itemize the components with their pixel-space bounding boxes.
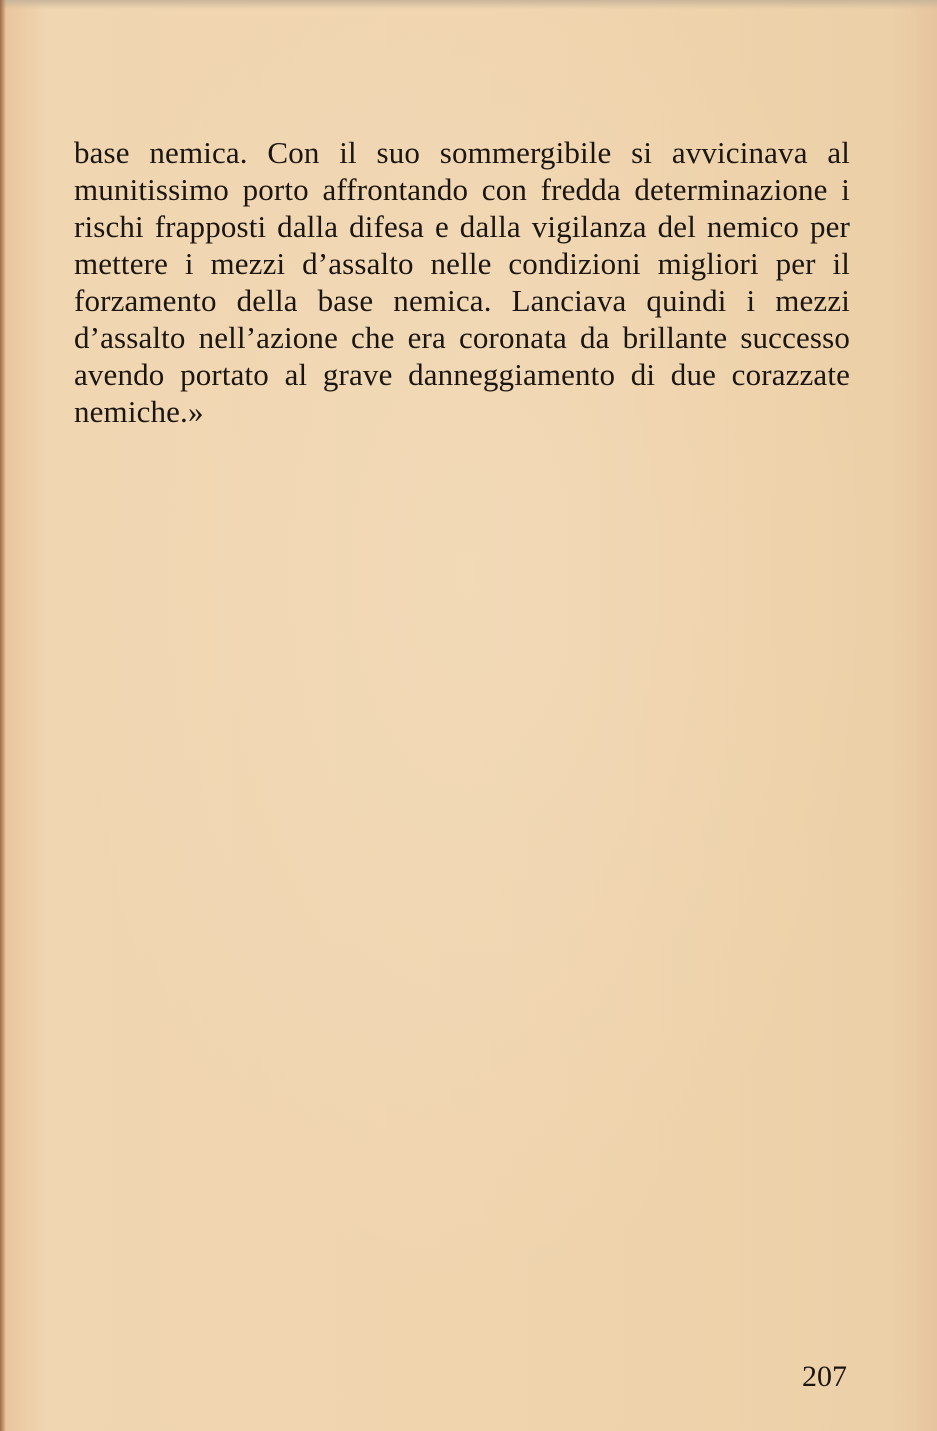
page-left-edge: [0, 0, 6, 1431]
page-number: 207: [802, 1360, 847, 1393]
page-top-edge: [0, 0, 937, 9]
body-paragraph: base nemica. Con il suo sommergibile si avvicinava al munitissimo porto affrontando con fredda determinazione i rischi frapposti dalla difesa e dalla vigilanza del nemico per mettere i mezzi d’assalto nelle condizioni migliori per il forzamento della base nemica. Lanciava quindi i mezzi d’assalto nell’azione che era coronata da brillante successo avendo portato al grave danneggiamento di due corazzate nemiche.»: [74, 135, 850, 429]
